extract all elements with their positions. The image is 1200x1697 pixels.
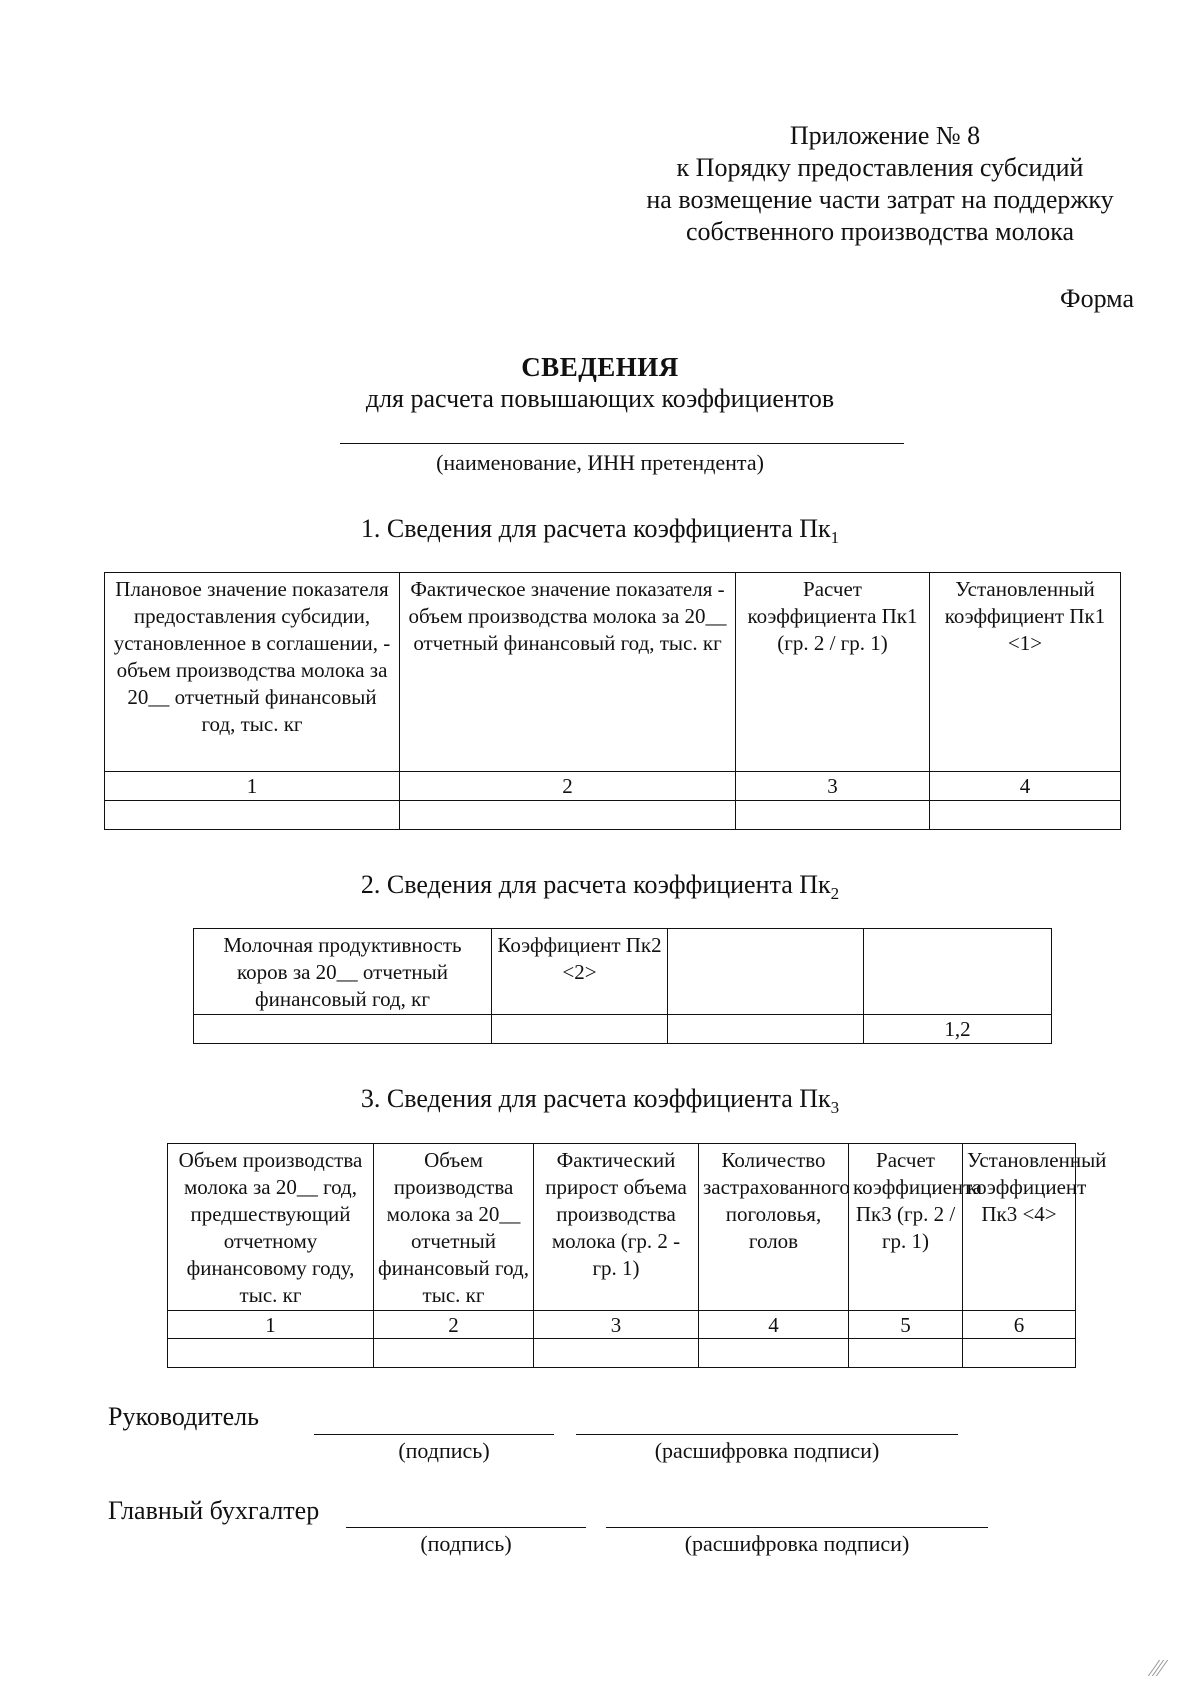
table-cell[interactable] (492, 1015, 668, 1044)
column-number: 4 (930, 772, 1121, 801)
section-3-title: 3. Сведения для расчета коэффициента $Пк_3$ (360, 1084, 840, 1118)
document-subtitle: для расчета повышающих коэффициентов (365, 384, 835, 413)
head-decoding-caption: (расшифровка подписи) (654, 1438, 880, 1463)
table-header-cell: Установленный коэффициент Пк3 <4> (963, 1144, 1076, 1311)
appendix-line-2: к Порядку предоставления субсидий (676, 153, 1084, 182)
table-header-cell (668, 929, 864, 1015)
table-header-cell: Расчет коэффициента Пк3 (гр. 2 / гр. 1) (849, 1144, 963, 1311)
table-row (168, 1339, 1076, 1368)
column-number: 1 (168, 1311, 374, 1339)
column-number: 2 (374, 1311, 534, 1339)
column-number: 2 (400, 772, 736, 801)
head-signature-label: Руководитель (108, 1402, 259, 1431)
table-row (194, 1015, 1052, 1044)
table-header-cell: Фактический прирост объема производства молока (гр. 2 - гр. 1) (534, 1144, 699, 1311)
section-2-table (193, 928, 1052, 1044)
table-cell[interactable] (930, 801, 1121, 830)
table-cell[interactable] (374, 1339, 534, 1368)
table-header-cell: Объем производства молока за 20__ отчетный финансовый год, тыс. кг (374, 1144, 534, 1311)
document-title: СВЕДЕНИЯ (521, 352, 679, 382)
margin-scribble-mark: ⁄⁄⁄ (1151, 1656, 1164, 1682)
coefficient-value: 1,2 (864, 1015, 1052, 1044)
table-header-cell: Объем производства молока за 20__ год, предшествующий отчетному финансовому году, тыс. кг (168, 1144, 374, 1311)
table-header-cell: Коэффициент Пк2 <2> (492, 929, 668, 1015)
table-header-cell (864, 929, 1052, 1015)
column-number: 3 (534, 1311, 699, 1339)
appendix-header (600, 120, 1160, 248)
appendix-number: Приложение № 8 (789, 121, 981, 150)
table-row (105, 801, 1121, 830)
table-cell[interactable] (699, 1339, 849, 1368)
section-1-table (104, 572, 1121, 830)
table-cell[interactable] (400, 801, 736, 830)
appendix-line-4: собственного производства молока (685, 217, 1075, 246)
accountant-decoding-line[interactable] (606, 1527, 988, 1528)
table-header-cell: Установленный коэффициент Пк1 <1> (930, 573, 1121, 772)
appendix-line-3: на возмещение части затрат на поддержку (646, 185, 1114, 214)
table-cell[interactable] (849, 1339, 963, 1368)
table-header-row (194, 929, 1052, 1015)
table-header-cell: Фактическое значение показателя - объем производства молока за 20__ отчетный финансовый год, тыс. кг (400, 573, 736, 772)
head-signature-caption: (подпись) (398, 1438, 490, 1463)
column-number: 5 (849, 1311, 963, 1339)
applicant-name-caption: (наименование, ИНН претендента) (436, 450, 764, 475)
table-cell[interactable] (668, 1015, 864, 1044)
table-header-cell: Молочная продуктивность коров за 20__ отчетный финансовый год, кг (194, 929, 492, 1015)
applicant-name-line (340, 443, 904, 444)
column-number: 1 (105, 772, 400, 801)
table-cell[interactable] (736, 801, 930, 830)
table-header-row (168, 1144, 1076, 1311)
table-cell[interactable] (168, 1339, 374, 1368)
accountant-signature-line[interactable] (346, 1527, 586, 1528)
column-number: 3 (736, 772, 930, 801)
table-cell[interactable] (534, 1339, 699, 1368)
table-header-row (105, 573, 1121, 772)
table-cell[interactable] (963, 1339, 1076, 1368)
table-header-cell: Количество застрахованного поголовья, голов (699, 1144, 849, 1311)
column-number: 6 (963, 1311, 1076, 1339)
head-signature-line[interactable] (314, 1434, 554, 1435)
section-2-title: 2. Сведения для расчета коэффициента $Пк_2$ (360, 870, 840, 904)
table-cell[interactable] (194, 1015, 492, 1044)
table-header-cell: Плановое значение показателя предоставления субсидии, установленное в соглашении, - объем производства молока за 20__ отчетный финансовый год, тыс. кг (105, 573, 400, 772)
accountant-signature-label: Главный бухгалтер (108, 1496, 320, 1525)
table-cell[interactable] (105, 801, 400, 830)
table-number-row (105, 772, 1121, 801)
accountant-signature-caption: (подпись) (420, 1531, 512, 1556)
column-number: 4 (699, 1311, 849, 1339)
table-header-cell: Расчет коэффициента Пк1 (гр. 2 / гр. 1) (736, 573, 930, 772)
head-decoding-line[interactable] (576, 1434, 958, 1435)
table-number-row (168, 1311, 1076, 1339)
form-label: Форма (1060, 284, 1134, 313)
section-3-table (167, 1143, 1107, 1368)
section-1-title: 1. Сведения для расчета коэффициента $Пк_1$ (360, 514, 840, 548)
accountant-decoding-caption: (расшифровка подписи) (684, 1531, 910, 1556)
